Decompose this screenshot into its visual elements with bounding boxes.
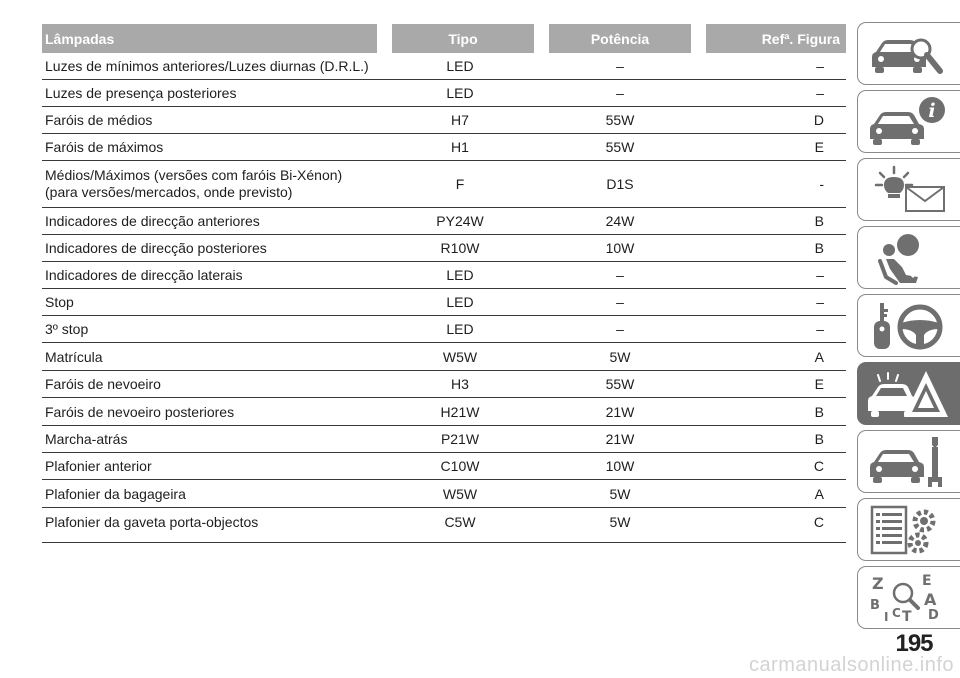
bulb-name: Plafonier anterior xyxy=(45,458,152,474)
bulb-power: 5W xyxy=(609,485,631,502)
bulb-name: Luzes de mínimos anteriores/Luzes diurnas (D.R.L.) xyxy=(45,58,369,74)
index-letter: Z xyxy=(872,574,884,593)
bulb-figure-ref: E xyxy=(814,376,824,392)
bulb-table xyxy=(42,24,846,543)
bulb-power: 55W xyxy=(605,139,635,155)
index-letter: T xyxy=(902,609,912,625)
bulb-type: LED xyxy=(446,85,474,101)
bulb-power: – xyxy=(616,267,624,283)
bulb-figure-ref: – xyxy=(816,294,824,310)
index-letter: E xyxy=(922,573,932,589)
bulb-type: H3 xyxy=(451,376,469,392)
car-info-icon xyxy=(866,95,950,149)
bulb-figure-ref: – xyxy=(816,58,824,74)
tab-emergency[interactable] xyxy=(857,362,960,425)
table-header xyxy=(42,24,846,53)
index-letter: D xyxy=(928,608,939,623)
airbag-seatbelt-icon xyxy=(866,231,950,285)
bulb-name xyxy=(45,161,385,207)
table-row xyxy=(42,53,846,80)
bulb-figure-ref: A xyxy=(814,485,824,502)
bulb-figure-ref: B xyxy=(814,240,824,256)
tab-warning-lights-messages[interactable] xyxy=(857,158,960,221)
bulb-figure-ref: A xyxy=(814,348,824,365)
bulb-name: Indicadores de direcção anteriores xyxy=(45,213,260,229)
bulb-power: 55W xyxy=(605,376,635,392)
table-row xyxy=(42,453,846,480)
table-row xyxy=(42,80,846,107)
table-row xyxy=(42,343,846,371)
watermark: carmanualsonline.info xyxy=(748,654,954,676)
table-row xyxy=(42,316,846,343)
bulb-figure-ref: C xyxy=(813,458,824,474)
bulb-power: 5W xyxy=(609,513,631,530)
bulb-figure-ref: B xyxy=(814,213,824,229)
bulb-power: – xyxy=(616,321,624,337)
table-row xyxy=(42,289,846,316)
bulb-power: 21W xyxy=(605,431,635,447)
bulb-type: R10W xyxy=(440,240,480,256)
header-bulbs: Lâmpadas xyxy=(42,24,377,53)
tab-technical-data[interactable] xyxy=(857,498,960,561)
bulb-figure-ref: C xyxy=(813,513,824,530)
bulb-type: LED xyxy=(446,321,474,337)
bulb-type: H21W xyxy=(440,403,480,420)
bulb-power: 55W xyxy=(605,112,635,128)
bulb-name: 3º stop xyxy=(45,321,89,337)
table-row xyxy=(42,208,846,235)
bulb-type: F xyxy=(455,176,465,192)
warning-lights-envelope-icon xyxy=(866,163,950,217)
table-row xyxy=(42,398,846,426)
bulb-name: Faróis de médios xyxy=(45,112,153,128)
table-row xyxy=(42,508,846,543)
bulb-name: Indicadores de direcção posteriores xyxy=(45,240,267,256)
bulb-power: 10W xyxy=(605,458,635,474)
bulb-figure-ref: - xyxy=(819,176,824,192)
tab-starting-driving[interactable] xyxy=(857,294,960,357)
table-row xyxy=(42,426,846,453)
bulb-figure-ref: – xyxy=(816,85,824,101)
bulb-type: LED xyxy=(446,58,474,74)
bulb-power: – xyxy=(616,58,624,74)
bulb-name: Faróis de máximos xyxy=(45,139,164,155)
bulb-name-line-2: (para versões/mercados, onde previsto) xyxy=(45,184,293,200)
bulb-type: H1 xyxy=(451,139,469,155)
bulb-type: H7 xyxy=(451,112,469,128)
table-row xyxy=(42,235,846,262)
table-row xyxy=(42,371,846,398)
bulb-power: D1S xyxy=(606,176,634,192)
index-letter: B xyxy=(870,598,880,613)
page-number: 195 xyxy=(895,630,933,657)
alphabet-index-icon xyxy=(866,571,950,625)
key-steering-wheel-icon xyxy=(866,299,950,353)
bulb-name: Matrícula xyxy=(45,348,103,365)
bulb-type: W5W xyxy=(442,348,478,365)
bulb-name: Plafonier da bagageira xyxy=(45,485,186,502)
bulb-power: 5W xyxy=(609,348,631,365)
table-row xyxy=(42,480,846,508)
table-row xyxy=(42,161,846,208)
svg-text:i: i xyxy=(928,100,936,122)
bulb-name: Marcha-atrás xyxy=(45,431,128,447)
bulb-figure-ref: D xyxy=(813,112,824,128)
car-wrench-icon xyxy=(866,435,950,489)
bulb-figure-ref: B xyxy=(814,403,824,420)
bulb-type: LED xyxy=(446,267,474,283)
tab-alphabetical-index[interactable] xyxy=(857,566,960,629)
bulb-type: C5W xyxy=(444,513,476,530)
car-magnifier-icon xyxy=(866,27,950,81)
tab-safety[interactable] xyxy=(857,226,960,289)
tab-car-info[interactable] xyxy=(857,90,960,153)
bulb-power: – xyxy=(616,294,624,310)
bulb-type: P21W xyxy=(440,431,480,447)
table-row xyxy=(42,107,846,134)
bulb-power: 21W xyxy=(605,403,635,420)
document-gear-icon xyxy=(866,503,950,557)
bulb-name: Indicadores de direcção laterais xyxy=(45,267,243,283)
bulb-figure-ref: B xyxy=(814,431,824,447)
bulb-name: Stop xyxy=(45,294,74,310)
index-letter: I xyxy=(884,610,889,624)
bulb-figure-ref: – xyxy=(816,267,824,283)
table-row xyxy=(42,134,846,161)
table-row xyxy=(42,262,846,289)
bulb-name: Faróis de nevoeiro xyxy=(45,376,161,392)
bulb-type: PY24W xyxy=(436,213,484,229)
bulb-figure-ref: E xyxy=(814,139,824,155)
bulb-type: LED xyxy=(446,294,474,310)
header-figure-ref: Refª. Figura xyxy=(706,24,846,53)
tab-maintenance[interactable] xyxy=(857,430,960,493)
bulb-figure-ref: – xyxy=(816,321,824,337)
bulb-name: Plafonier da gaveta porta-objectos xyxy=(45,513,259,530)
tab-car-magnifier[interactable] xyxy=(857,22,960,85)
bulb-power: 10W xyxy=(605,240,635,256)
bulb-type: C10W xyxy=(440,458,480,474)
bulb-name-line-1: Médios/Máximos (versões com faróis Bi-Xénon) xyxy=(45,167,343,183)
bulb-name: Luzes de presença posteriores xyxy=(45,85,237,101)
bulb-power: – xyxy=(616,85,624,101)
car-breakdown-warning-icon xyxy=(866,367,950,421)
bulb-type: W5W xyxy=(442,485,478,502)
index-letter: C xyxy=(892,606,901,620)
bulb-name: Faróis de nevoeiro posteriores xyxy=(45,403,235,420)
bulb-power: 24W xyxy=(605,213,635,229)
header-type: Tipo xyxy=(392,24,534,53)
header-power: Potência xyxy=(549,24,691,53)
index-letter: A xyxy=(924,590,937,609)
